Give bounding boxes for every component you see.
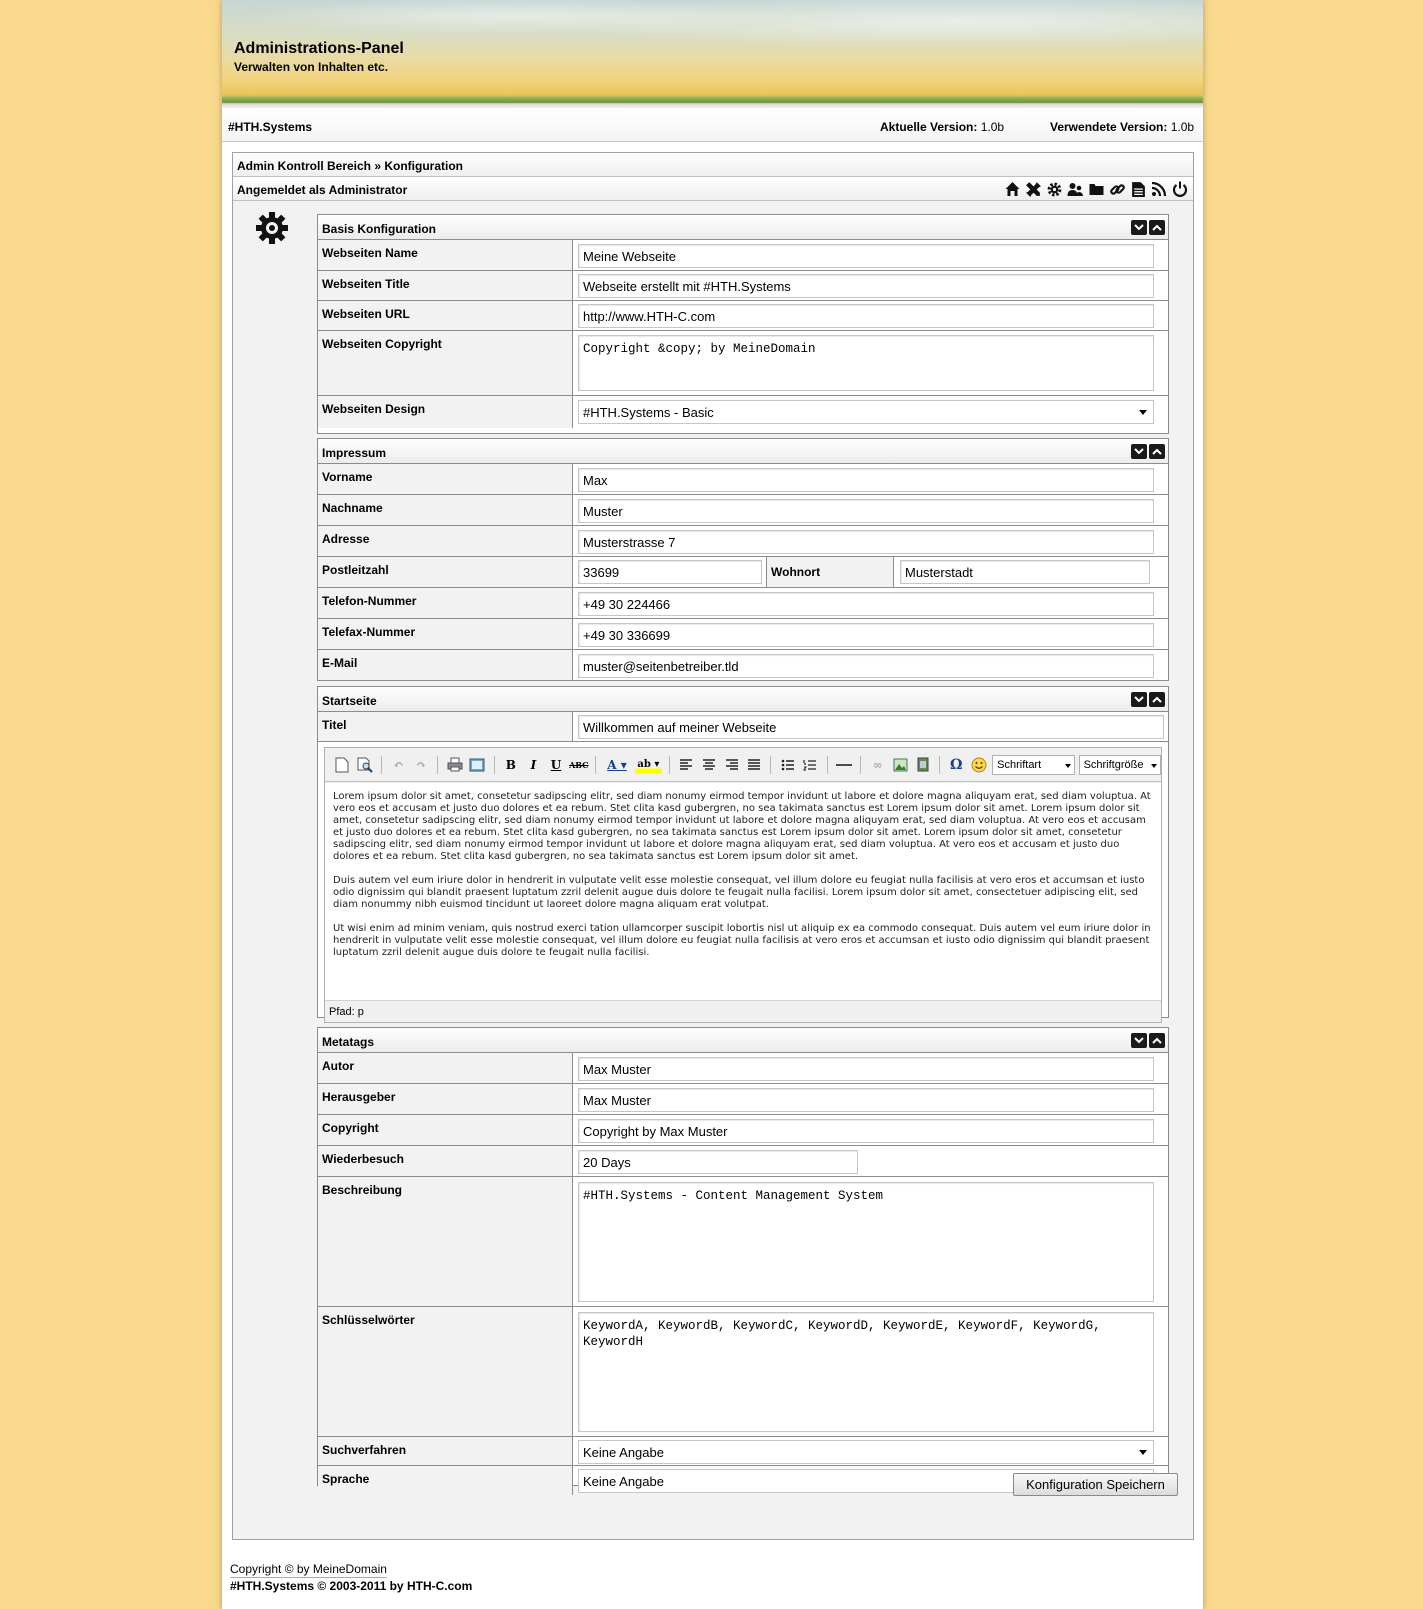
used-version-label: Verwendete Version: <box>1050 120 1168 134</box>
form-row <box>318 396 1168 428</box>
form-row <box>318 464 1168 495</box>
collapse-icon[interactable] <box>1131 1033 1147 1048</box>
font-family-dropdown[interactable] <box>992 755 1074 775</box>
login-bar <box>233 177 1193 201</box>
form-row <box>318 1146 1168 1177</box>
form-row <box>318 1084 1168 1115</box>
folder-icon[interactable] <box>1087 180 1105 198</box>
field-label: Wiederbesuch <box>318 1146 573 1176</box>
footer-credits: #HTH.Systems © 2003-2011 by HTH-C.com <box>230 1579 473 1593</box>
breadcrumb-bar <box>233 153 1193 177</box>
field-label: Nachname <box>318 495 573 525</box>
field-label: Telefax-Nummer <box>318 619 573 649</box>
form-row <box>318 557 1168 588</box>
select-value: Keine Angabe <box>583 1445 664 1460</box>
field-label: Beschreibung <box>318 1177 573 1306</box>
used-version <box>1050 120 1194 134</box>
form-row <box>318 650 1168 680</box>
preview-icon[interactable] <box>356 755 375 774</box>
image-icon[interactable] <box>891 755 910 774</box>
field-label: E-Mail <box>318 650 573 680</box>
site-name: #HTH.Systems <box>228 120 313 134</box>
chevron-down-icon <box>1139 1450 1147 1455</box>
current-version <box>880 120 1004 134</box>
field-label: Herausgeber <box>318 1084 573 1114</box>
form-row <box>318 1053 1168 1084</box>
tools-icon[interactable] <box>1024 180 1042 198</box>
startseite-title-input[interactable]: Willkommen auf meiner Webseite <box>578 715 1164 739</box>
admin-frame <box>232 152 1194 1540</box>
site-design-select[interactable] <box>578 400 1154 424</box>
redo-icon[interactable]: ↷ <box>416 757 427 772</box>
special-char-icon[interactable]: Ω <box>950 756 963 773</box>
document-icon[interactable] <box>1129 180 1147 198</box>
home-icon[interactable] <box>1003 180 1021 198</box>
chevron-down-icon <box>1139 410 1147 415</box>
header-banner <box>222 0 1203 108</box>
new-document-icon[interactable] <box>333 755 352 774</box>
site-copyright-textarea[interactable]: Copyright &copy; by MeineDomain <box>578 335 1154 391</box>
breadcrumb: Admin Kontroll Bereich » Konfiguration <box>237 159 464 173</box>
footer <box>230 1562 472 1593</box>
herausgeber-input[interactable]: Max Muster <box>578 1088 1154 1112</box>
link-icon[interactable] <box>1108 180 1126 198</box>
meta-copyright-input[interactable]: Copyright by Max Muster <box>578 1119 1154 1143</box>
field-label: Autor <box>318 1053 573 1083</box>
editor-paragraph: Ut wisi enim ad minim veniam, quis nostrud exerci tation ullamcorper suscipit lobortis nisl ut aliquip ex ea commodo consequat. Duis autem vel eum iriure dolor in hendrerit in vulputate velit esse molestie consequat, vel illum dolore eu feugiat nulla facilisis at vero eros et accumsan et iusto odio dignissim qui blandit praesent luptatum zzril delenit augue duis dolore te feugait nulla facilisi. <box>333 923 1151 958</box>
field-label: Webseiten Title <box>318 271 573 300</box>
form-row <box>318 240 1168 271</box>
editor-paragraph: Lorem ipsum dolor sit amet, consetetur sadipscing elitr, sed diam nonumy eirmod tempor invidunt ut labore et dolore magna aliquyam erat, sed diam voluptua. At vero eos et accusam et justo duo dolores et ea rebum. Stet clita kasd gubergren, no sea takimata sanctus est Lorem ipsum dolor sit amet. Lorem ipsum dolor sit amet, consetetur sadipscing elitr, sed diam nonumy eirmod tempor invidunt ut labore et dolore magna aliquyam erat, sed diam voluptua. At vero eos et accusam et justo duo dolores et ea rebum. Stet clita kasd gubergren, no sea takimata sanctus est Lorem ipsum dolor sit amet. Lorem ipsum dolor sit amet, consetetur sadipscing elitr, sed diam nonumy eirmod tempor invidunt ut labore et dolore magna aliquyam erat, sed diam voluptua. At vero eos et accusam et justo duo dolores et ea rebum. Stet clita kasd gubergren, no sea takimata sanctus est Lorem ipsum dolor sit amet. <box>333 791 1151 862</box>
form-row <box>318 1115 1168 1146</box>
form-row <box>318 301 1168 331</box>
italic-icon[interactable]: I <box>530 757 537 772</box>
strikethrough-icon[interactable]: ABC <box>569 759 589 770</box>
section-title: Metatags <box>322 1035 375 1049</box>
form-row <box>318 619 1168 650</box>
field-label: Postleitzahl <box>318 557 573 587</box>
fullscreen-icon[interactable] <box>468 755 487 774</box>
plz-input[interactable]: 33699 <box>578 560 762 584</box>
field-label: Suchverfahren <box>318 1437 573 1465</box>
field-label: Copyright <box>318 1115 573 1145</box>
align-right-icon[interactable] <box>722 755 741 774</box>
section-title: Basis Konfiguration <box>322 222 437 236</box>
editor-toolbar <box>325 748 1161 782</box>
section-metatags <box>317 1027 1169 1489</box>
power-icon[interactable] <box>1171 180 1189 198</box>
site-name-input[interactable]: Meine Webseite <box>578 244 1154 268</box>
autor-input[interactable]: Max Muster <box>578 1057 1154 1081</box>
section-header <box>318 687 1168 712</box>
form-row <box>318 588 1168 619</box>
beschreibung-textarea[interactable]: #HTH.Systems - Content Management System <box>578 1182 1154 1302</box>
form-row <box>318 526 1168 557</box>
collapse-icon[interactable] <box>1131 444 1147 459</box>
dropdown-value: Schriftgröße <box>1083 758 1144 771</box>
footer-copyright: Copyright © by MeineDomain <box>230 1562 387 1576</box>
expand-icon[interactable] <box>1149 444 1165 459</box>
bold-icon[interactable]: B <box>505 757 516 772</box>
section-startseite <box>317 686 1169 1018</box>
field-label: Sprache <box>318 1466 573 1495</box>
form-row <box>318 331 1168 396</box>
used-version-value: 1.0b <box>1170 120 1195 134</box>
expand-icon[interactable] <box>1149 692 1165 707</box>
telefon-input[interactable]: +49 30 224466 <box>578 592 1154 616</box>
section-basis <box>317 214 1169 434</box>
email-input[interactable]: muster@seitenbetreiber.tld <box>578 654 1154 678</box>
undo-icon[interactable]: ↶ <box>393 757 404 772</box>
section-header <box>318 215 1168 240</box>
smiley-icon[interactable] <box>970 755 989 774</box>
settings-gear-icon <box>255 211 289 248</box>
adresse-input[interactable]: Musterstrasse 7 <box>578 530 1154 554</box>
collapse-icon[interactable] <box>1131 220 1147 235</box>
site-title-input[interactable]: Webseite erstellt mit #HTH.Systems <box>578 274 1154 298</box>
section-title: Startseite <box>322 694 377 708</box>
media-icon[interactable] <box>913 755 932 774</box>
collapse-icon[interactable] <box>1131 692 1147 707</box>
highlight-color-icon[interactable]: ab ▾ <box>635 755 662 774</box>
numbered-list-icon[interactable] <box>801 755 820 774</box>
site-url-input[interactable]: http://www.HTH-C.com <box>578 304 1154 328</box>
justify-icon[interactable] <box>745 755 764 774</box>
form-row <box>318 1307 1168 1437</box>
bullet-list-icon[interactable] <box>778 755 797 774</box>
text-color-icon[interactable]: A ▾ <box>607 757 627 772</box>
vorname-input[interactable]: Max <box>578 468 1154 492</box>
form-row <box>318 1437 1168 1466</box>
gear-icon[interactable] <box>1045 180 1063 198</box>
section-header <box>318 1028 1168 1053</box>
field-label: Webseiten Design <box>318 396 573 428</box>
nachname-input[interactable]: Muster <box>578 499 1154 523</box>
current-version-label: Aktuelle Version: <box>880 120 978 134</box>
page-title: Administrations-Panel <box>234 40 404 57</box>
field-label: Webseiten Name <box>318 240 573 270</box>
editor-path-status: Pfad: p <box>325 1000 1161 1022</box>
expand-icon[interactable] <box>1149 1033 1165 1048</box>
field-label: Telefon-Nummer <box>318 588 573 618</box>
wohnort-label: Wohnort <box>766 557 894 587</box>
field-label: Vorname <box>318 464 573 494</box>
horizontal-rule-icon[interactable] <box>835 755 854 774</box>
dropdown-value: Schriftart <box>997 758 1042 771</box>
telefax-input[interactable]: +49 30 336699 <box>578 623 1154 647</box>
keywords-textarea[interactable]: KeywordA, KeywordB, KeywordC, KeywordD, KeywordE, KeywordF, KeywordG, KeywordH <box>578 1312 1154 1432</box>
link-icon[interactable]: ∞ <box>872 757 883 772</box>
select-value: #HTH.Systems - Basic <box>583 405 714 420</box>
section-header <box>318 439 1168 464</box>
align-left-icon[interactable] <box>677 755 696 774</box>
form-row <box>318 271 1168 301</box>
section-impressum <box>317 438 1169 681</box>
field-label: Titel <box>318 712 573 741</box>
form-row <box>318 1177 1168 1307</box>
page-container <box>222 0 1203 1609</box>
underline-icon[interactable]: U <box>550 757 562 772</box>
form-row <box>318 495 1168 526</box>
save-config-button[interactable]: Konfiguration Speichern <box>1013 1473 1178 1496</box>
field-label: Adresse <box>318 526 573 556</box>
editor-content[interactable] <box>325 783 1161 1000</box>
suchverfahren-select[interactable] <box>578 1440 1154 1464</box>
form-row <box>318 712 1168 742</box>
login-status: Angemeldet als Administrator <box>237 183 408 197</box>
info-bar <box>222 108 1203 142</box>
field-label: Webseiten URL <box>318 301 573 330</box>
wohnort-input[interactable]: Musterstadt <box>900 560 1150 584</box>
editor-paragraph: Duis autem vel eum iriure dolor in hendrerit in vulputate velit esse molestie consequat, vel illum dolore eu feugiat nulla facilisis at vero eros et accumsan et iusto odio dignissim qui blandit praesent luptatum zzril delenit augue duis dolore te feugait nulla facilisi. Lorem ipsum dolor sit amet, consectetuer adipiscing elit, sed diam nonummy nibh euismod tincidunt ut laoreet dolore magna aliquam erat volutpat. <box>333 875 1145 910</box>
users-icon[interactable] <box>1066 180 1084 198</box>
expand-icon[interactable] <box>1149 220 1165 235</box>
wiederbesuch-input[interactable]: 20 Days <box>578 1150 858 1174</box>
align-center-icon[interactable] <box>700 755 719 774</box>
page-subtitle: Verwalten von Inhalten etc. <box>234 60 389 74</box>
section-title: Impressum <box>322 446 387 460</box>
rss-icon[interactable] <box>1150 180 1168 198</box>
field-label: Webseiten Copyright <box>318 331 573 395</box>
current-version-value: 1.0b <box>980 120 1005 134</box>
select-value: Keine Angabe <box>583 1474 664 1489</box>
font-size-dropdown[interactable] <box>1079 755 1161 775</box>
rich-text-editor <box>324 747 1162 1023</box>
field-label: Schlüsselwörter <box>318 1307 573 1436</box>
print-icon[interactable] <box>445 755 464 774</box>
nav-icons <box>1003 180 1189 198</box>
